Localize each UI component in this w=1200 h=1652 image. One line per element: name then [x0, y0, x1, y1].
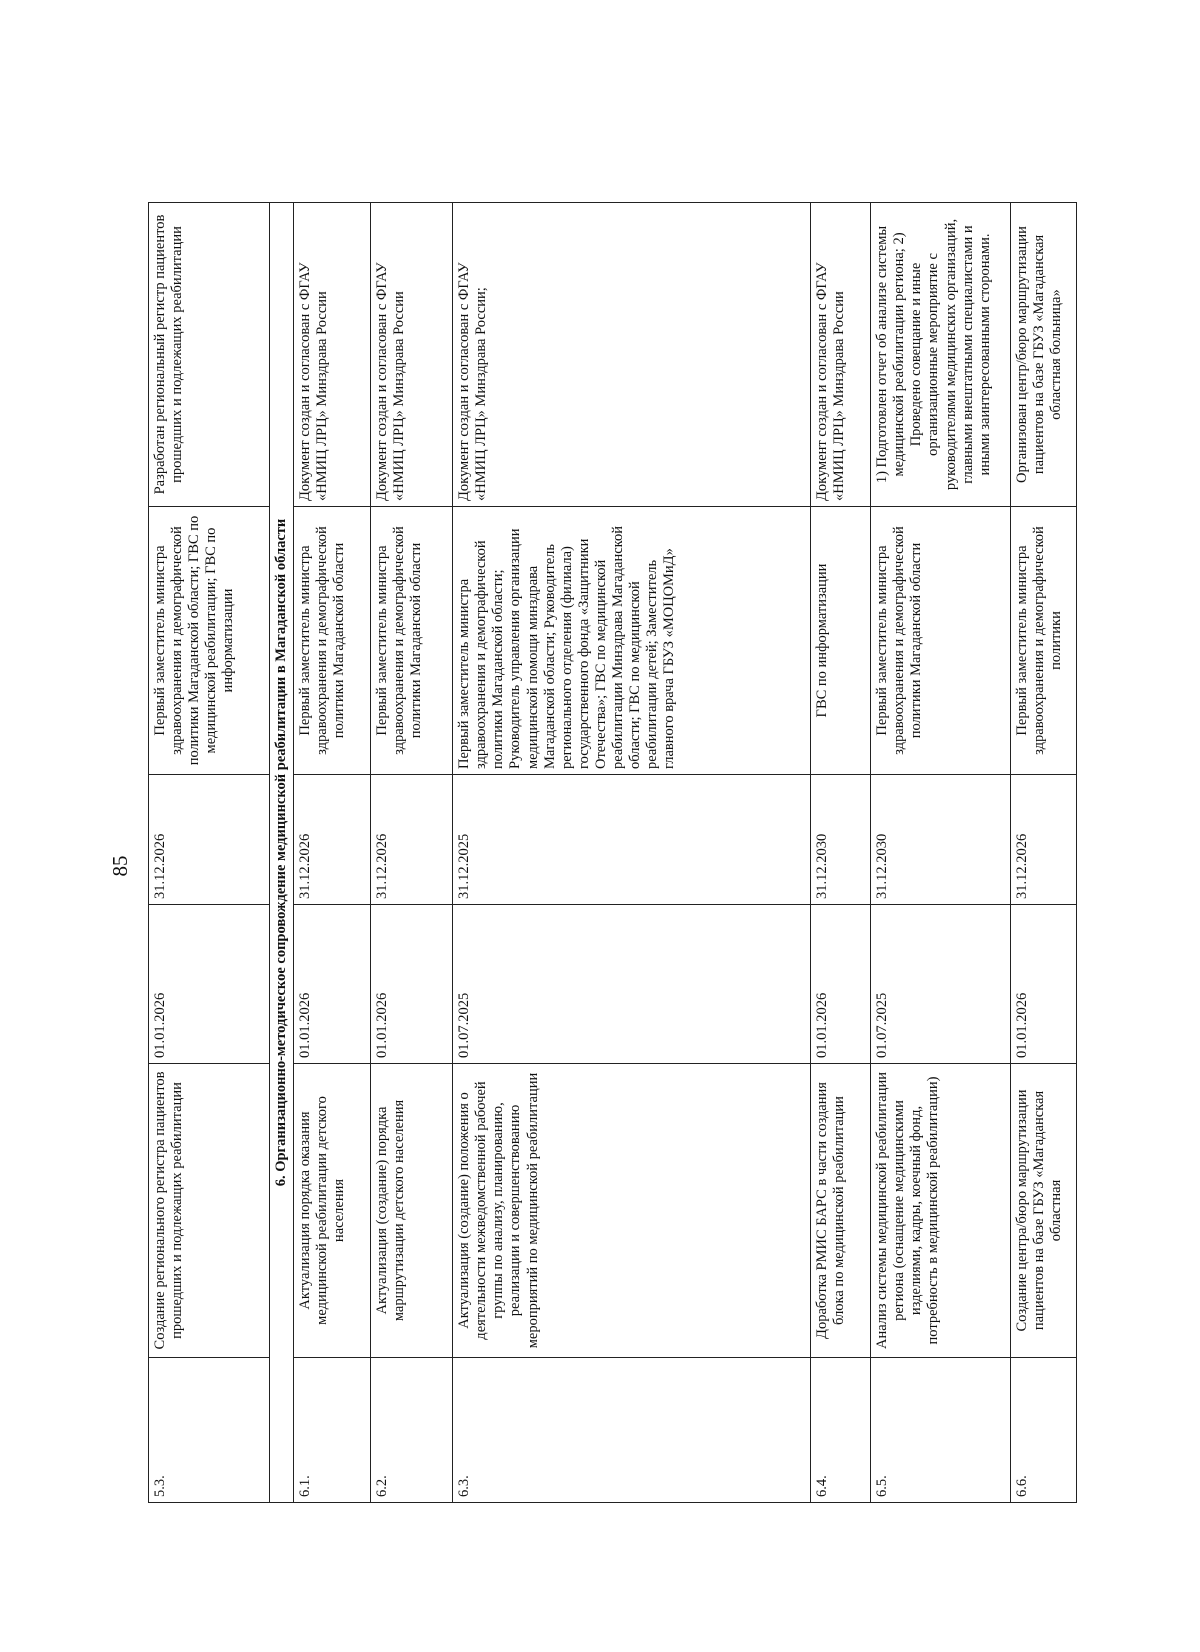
row-number: 6.5.: [871, 1358, 1011, 1503]
page-number: 85: [108, 855, 132, 877]
end-date: 31.12.2026: [294, 775, 371, 905]
table-row: [149, 203, 270, 1503]
result: Документ создан и согласован с ФГАУ «НМИЦ ЛРЦ» Минздрава России: [811, 203, 871, 507]
table-row: [811, 203, 871, 1503]
row-number: 6.2.: [371, 1358, 453, 1503]
start-date: 01.01.2026: [149, 905, 270, 1064]
result: Документ создан и согласован с ФГАУ «НМИЦ ЛРЦ» Минздрава России: [371, 203, 453, 507]
table-row: [1011, 203, 1077, 1503]
responsible: ГВС по информатизации: [811, 507, 871, 775]
row-number: 6.6.: [1011, 1358, 1077, 1503]
activities-table: [148, 202, 1077, 1503]
result: Разработан региональный регистр пациентов прошедших и подлежащих реабилитации: [149, 203, 270, 507]
result: Документ создан и согласован с ФГАУ «НМИЦ ЛРЦ» Минздрава России;: [453, 203, 811, 507]
end-date: 31.12.2030: [811, 775, 871, 905]
table-row: [371, 203, 453, 1503]
responsible: Первый заместитель министра здравоохранения и демографической политики Магаданской области; Руководитель управления организации медицинской помощи минздрава Магаданской области; Руководитель регионального отделения (филиала) государственного фонда «Защитники Отечества»; ГВС по медицинской реабилитации Минздрава Магаданской области; ГВС по медицинской реабилитации детей; Заместитель главного врача ГБУЗ «МОЦОМиД»: [453, 507, 811, 775]
end-date: 31.12.2026: [149, 775, 270, 905]
responsible: Первый заместитель министра здравоохранения и демографической политики Магаданской области: [371, 507, 453, 775]
row-number: 6.3.: [453, 1358, 811, 1503]
end-date: 31.12.2026: [1011, 775, 1077, 905]
start-date: 01.01.2026: [371, 905, 453, 1064]
table-row: [871, 203, 1011, 1503]
start-date: 01.01.2026: [1011, 905, 1077, 1064]
activity-name: Актуализация порядка оказания медицинской реабилитации детского населения: [294, 1064, 371, 1358]
section-title: 6. Организационно-методическое сопровождение медицинской реабилитации в Магаданской области: [270, 203, 294, 1503]
start-date: 01.01.2026: [811, 905, 871, 1064]
activity-name: Актуализация (создание) порядка маршрутизации детского населения: [371, 1064, 453, 1358]
activity-name: Создание регионального регистра пациентов прошедших и подлежащих реабилитации: [149, 1064, 270, 1358]
start-date: 01.07.2025: [453, 905, 811, 1064]
row-number: 5.3.: [149, 1358, 270, 1503]
start-date: 01.07.2025: [871, 905, 1011, 1064]
end-date: 31.12.2026: [371, 775, 453, 905]
rotated-table-container: [148, 203, 1065, 1503]
table-row: [453, 203, 811, 1503]
start-date: 01.01.2026: [294, 905, 371, 1064]
table-holder: [148, 203, 1065, 1503]
responsible: Первый заместитель министра здравоохранения и демографической политики: [1011, 507, 1077, 775]
row-number: 6.4.: [811, 1358, 871, 1503]
activity-name: Доработка РМИС БАРС в части создания блока по медицинской реабилитации: [811, 1064, 871, 1358]
activity-name: Анализ системы медицинской реабилитации региона (оснащение медицинскими изделиями, кадры, коечный фонд, потребность в медицинской реабилитации): [871, 1064, 1011, 1358]
end-date: 31.12.2025: [453, 775, 811, 905]
activity-name: Создание центра/бюро маршрутизации пациентов на базе ГБУЗ «Магаданская областная: [1011, 1064, 1077, 1358]
responsible: Первый заместитель министра здравоохранения и демографической политики Магаданской области: [871, 507, 1011, 775]
section-row: [270, 203, 294, 1503]
table-row: [294, 203, 371, 1503]
end-date: 31.12.2030: [871, 775, 1011, 905]
result: 1) Подготовлен отчет об анализе системы медицинской реабилитации региона; 2) Проведено совещание и иные организационные мероприятие с руководителями медицинских организаций, главными внештатными специалистами и иными заинтересованными сторонами.: [871, 203, 1011, 507]
row-number: 6.1.: [294, 1358, 371, 1503]
result: Документ создан и согласован с ФГАУ «НМИЦ ЛРЦ» Минздрава России: [294, 203, 371, 507]
activity-name: Актуализация (создание) положения о деятельности межведомственной рабочей группы по анализу, планированию, реализации и совершенствованию мероприятий по медицинской реабилитации: [453, 1064, 811, 1358]
responsible: Первый заместитель министра здравоохранения и демографической политики Магаданской области; ГВС по медицинской реабилитации; ГВС по информатизации: [149, 507, 270, 775]
result: Организован центр/бюро маршрутизации пациентов на базе ГБУЗ «Магаданская областная больница»: [1011, 203, 1077, 507]
responsible: Первый заместитель министра здравоохранения и демографической политики Магаданской области: [294, 507, 371, 775]
